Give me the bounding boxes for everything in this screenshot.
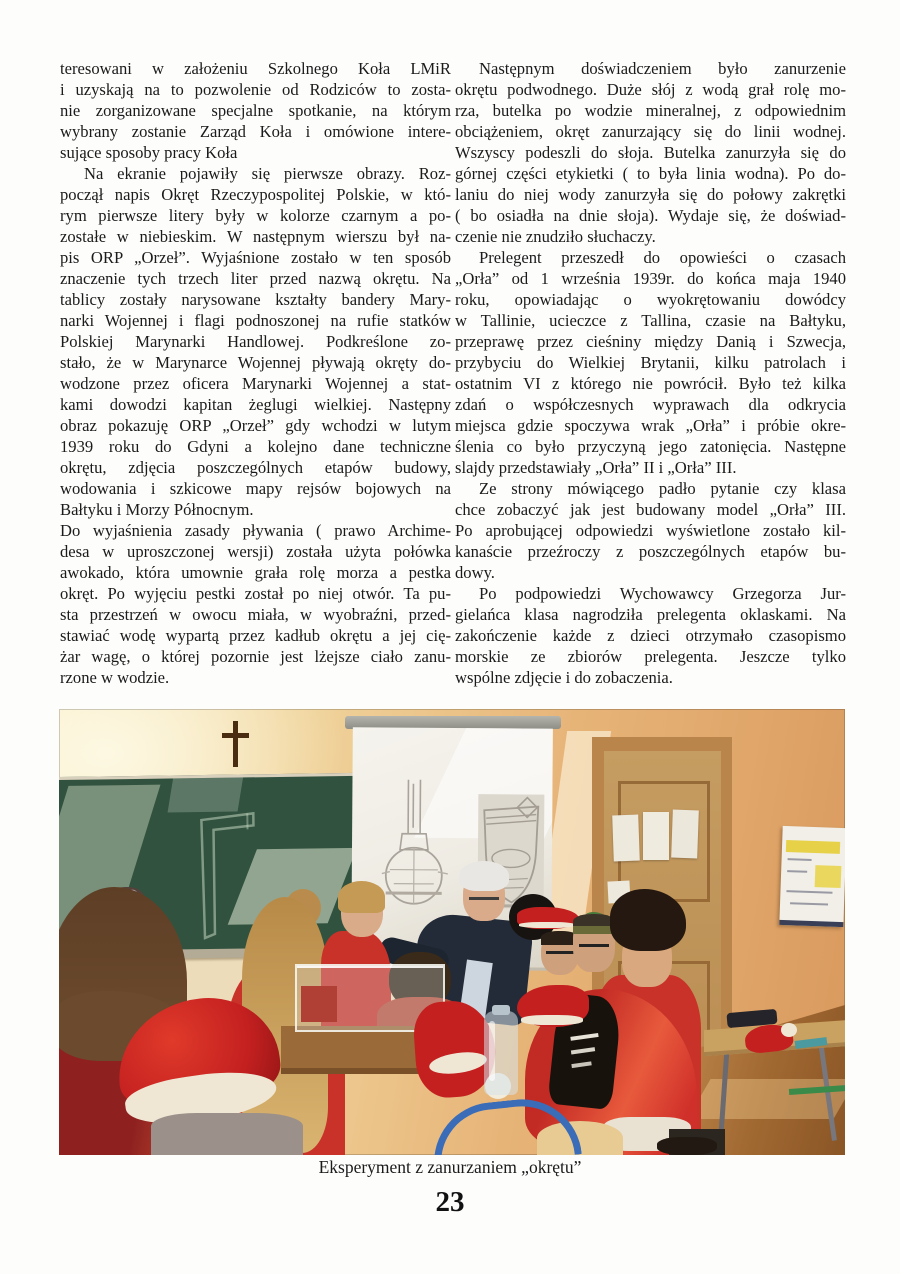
screen-caption-text bbox=[386, 892, 442, 895]
poster-yellow-band bbox=[815, 865, 842, 888]
text-line: „Orła” od 1 września 1939r. do końca maja 1940 bbox=[455, 269, 846, 288]
text-line: okręt. Po wyjęciu pestki został po niej otwór. Ta pu- bbox=[60, 584, 451, 603]
text-line: rym pierwsze litery były w kolorze czarnym a po- bbox=[60, 206, 451, 225]
text-line: znaczenie tych trzech liter przed nazwą okrętu. Na bbox=[60, 269, 451, 288]
text-line: czenie nie znudziło słuchaczy. bbox=[455, 227, 656, 246]
text-line: teresowani w założeniu Szkolnego Koła LMiR bbox=[60, 59, 451, 78]
text-line: zdań o współczesnych wyprawach dla odkrycia bbox=[455, 395, 846, 414]
sunlight-patch bbox=[687, 1079, 845, 1119]
presenter-white-hair bbox=[459, 861, 509, 891]
door-paper bbox=[671, 810, 699, 859]
santa-hat-on-hoodie-child bbox=[517, 985, 589, 1027]
girl-profile-hair bbox=[338, 881, 385, 913]
classroom-photo bbox=[59, 709, 845, 1155]
screen-drawing-diving-bell bbox=[380, 777, 451, 909]
text-line: stało, że w Marynarce Wojennej pływają okręty do- bbox=[60, 353, 451, 372]
text-line: i uzyskają na to pozwolenie od Rodziców to zosta- bbox=[60, 80, 451, 99]
text-line: Wszyscy podeszli do słoja. Butelka zanurzyła się do bbox=[455, 143, 846, 162]
text-line: kanaście przeźroczy z poszczególnych etapów bu- bbox=[455, 542, 846, 561]
text-line: wodowania i szkicowe mapy rejsów bojowych na bbox=[60, 479, 451, 498]
text-line: desa w uproszczonej wersji) została użyta połówka bbox=[60, 542, 451, 561]
text-line: Bałtyku i Morzy Północnym. bbox=[60, 500, 254, 519]
text-line: Polskiej Marynarki Handlowej. Podkreślone zo- bbox=[60, 332, 451, 351]
text-line: żar wagę, o której pozornie jest lżejsze ciało zanu- bbox=[60, 647, 451, 666]
bottle-highlight bbox=[489, 1021, 495, 1081]
glasses bbox=[546, 951, 574, 954]
text-line: gielańca klasa nagrodziła prelegenta oklaskami. Na bbox=[455, 605, 846, 624]
text-line: ( bo osiadła na dnie słoja). Wydaje się, że doświad- bbox=[455, 206, 846, 225]
text-line: Do wyjaśnienia zasady pływania ( prawo Archime- bbox=[60, 521, 451, 540]
text-line: slajdy przedstawiały „Orła” II i „Orła” III. bbox=[455, 458, 737, 477]
dark-bag bbox=[657, 1137, 717, 1155]
poster-text-line bbox=[788, 858, 812, 861]
text-line: wybrany zostanie Zarząd Koła i omówione intere- bbox=[60, 122, 451, 141]
presenter-glasses bbox=[469, 897, 499, 900]
text-line: wodzone przez oficera Marynarki Wojennej a stat- bbox=[60, 374, 451, 393]
text-line: Prelegent przeszedł do opowieści o czasach bbox=[479, 248, 846, 267]
text-line: sta przestrzeń w owocu miała, w wyobraźni, przed- bbox=[60, 605, 451, 624]
photo-caption: Eksperyment z zanurzaniem „okrętu” bbox=[318, 1157, 582, 1177]
text-line: dowy. bbox=[455, 563, 495, 582]
text-line: okrętu podwodnego. Duże słój z wodą grał rolę mo- bbox=[455, 80, 846, 99]
text-line: w Tallinie, ucieczce z Tallina, czasie na Bałtyku, bbox=[455, 311, 846, 330]
text-line: przybyciu do Wielkiej Brytanii, kilku patrolach i bbox=[455, 353, 846, 372]
cross bbox=[217, 721, 257, 769]
page-number: 23 bbox=[435, 1186, 465, 1218]
text-line: rzone w wodzie. bbox=[60, 668, 170, 687]
text-line: chce zobaczyć jak jest budowany model „Orła” III. bbox=[455, 500, 846, 519]
poster-text-line bbox=[790, 902, 828, 905]
text-line: 1939 roku do Gdyni a kolejno dane techniczne bbox=[60, 437, 451, 456]
poster-yellow-band bbox=[786, 840, 840, 854]
text-line: obraz pokazuję ORP „Orzeł” gdy wchodzi w lutym bbox=[60, 416, 451, 435]
child-with-glasses bbox=[573, 914, 615, 972]
hoodie-print-text bbox=[571, 1047, 595, 1054]
text-line: miejsca gdzie spoczywa wrak „Orła” i próbie okre- bbox=[455, 416, 846, 435]
text-line: tablicy zostały narysowane kształty bandery Mary- bbox=[60, 290, 451, 309]
text-line: rza, butelka po wodzie mineralnej, z odpowiednim bbox=[455, 101, 846, 120]
cross-horizontal bbox=[222, 733, 249, 738]
article-column-right bbox=[455, 58, 846, 688]
text-line: Ze strony mówiącego padło pytanie czy klasa bbox=[479, 479, 846, 498]
text-line: zakończenie każde z dzieci otrzymało czasopismo bbox=[455, 626, 846, 645]
text-line: kami dowodzi kapitan żeglugi wielkiej. Następny bbox=[60, 395, 451, 414]
wall-poster bbox=[779, 826, 845, 927]
santa-hat-fur-trim bbox=[521, 1015, 583, 1025]
water-bottle bbox=[484, 1011, 518, 1095]
text-line: zostałe w niebieskim. W następnym wierszu był na- bbox=[60, 227, 451, 246]
santa-hat-fur-tip bbox=[781, 1023, 797, 1037]
text-line: wspólne zdjęcie i do zobaczenia. bbox=[455, 668, 673, 687]
article-column-left bbox=[60, 58, 451, 688]
text-line: ostatnim VI z którego nie powrócił. Było też kilka bbox=[455, 374, 846, 393]
text-line: laniu do niej wody zanurzyła się do połowy zakrętki bbox=[455, 185, 846, 204]
text-line: Następnym doświadczeniem było zanurzenie bbox=[479, 59, 846, 78]
text-line: narki Wojennej i flagi podnoszonej na rufie statków bbox=[60, 311, 451, 330]
poster-text-line bbox=[786, 890, 832, 894]
text-line: awokado, która umownie grała rolę morza a pestka bbox=[60, 563, 451, 582]
text-line: Po podpowiedzi Wychowawcy Grzegorza Jur- bbox=[479, 584, 846, 603]
text-line: obciążeniem, okręt zanurzający się do linii wodnej. bbox=[455, 122, 846, 141]
text-line: roku, opowiadając o wyokrętowaniu dowódcy bbox=[455, 290, 846, 309]
text-line: górnej części etykietki ( to była linia wodna). Po do- bbox=[455, 164, 846, 183]
poster-text-line bbox=[787, 870, 807, 873]
text-line: ślenia co było przyczyną jego zatonięcia. Następne bbox=[455, 437, 846, 456]
santa-hat-sideways bbox=[517, 907, 579, 929]
olive-hat-band bbox=[573, 926, 615, 934]
text-line: stawiać wodę wypartą przez kadłub okrętu a jej cię- bbox=[60, 626, 451, 645]
text-line: Na ekranie pojawiły się pierwsze obrazy. Roz- bbox=[84, 164, 451, 183]
text-line: morskie ze zbiorów prelegenta. Jeszcze tylko bbox=[455, 647, 846, 666]
hoodie-print-text bbox=[570, 1033, 598, 1041]
glasses bbox=[579, 944, 609, 947]
santa-hat-fur-trim bbox=[519, 922, 575, 928]
text-line: okrętu, zdjęcia poszczególnych etapów budowy, bbox=[60, 458, 451, 477]
door-paper bbox=[643, 812, 669, 860]
hoodie-print-text bbox=[571, 1061, 591, 1068]
text-line: począł napis Okręt Rzeczypospolitej Polskie, w któ- bbox=[60, 185, 451, 204]
cross-vertical bbox=[233, 721, 238, 767]
gray-sweater bbox=[151, 1113, 303, 1155]
door-paper bbox=[612, 815, 640, 862]
text-line: nie zorganizowane specjalne spotkanie, na którym bbox=[60, 101, 451, 120]
text-line: przeprawę przez cieśniny między Danią i Szwecja, bbox=[455, 332, 846, 351]
tank-red-object bbox=[301, 986, 337, 1022]
bottle-cap bbox=[492, 1005, 510, 1015]
text-line: pis ORP „Orzeł”. Wyjaśnione zostało w ten sposób bbox=[60, 248, 451, 267]
text-line: Po aprobującej odpowiedzi wyświetlone zostało kil- bbox=[455, 521, 846, 540]
text-line: sujące sposoby pracy Koła bbox=[60, 143, 238, 162]
